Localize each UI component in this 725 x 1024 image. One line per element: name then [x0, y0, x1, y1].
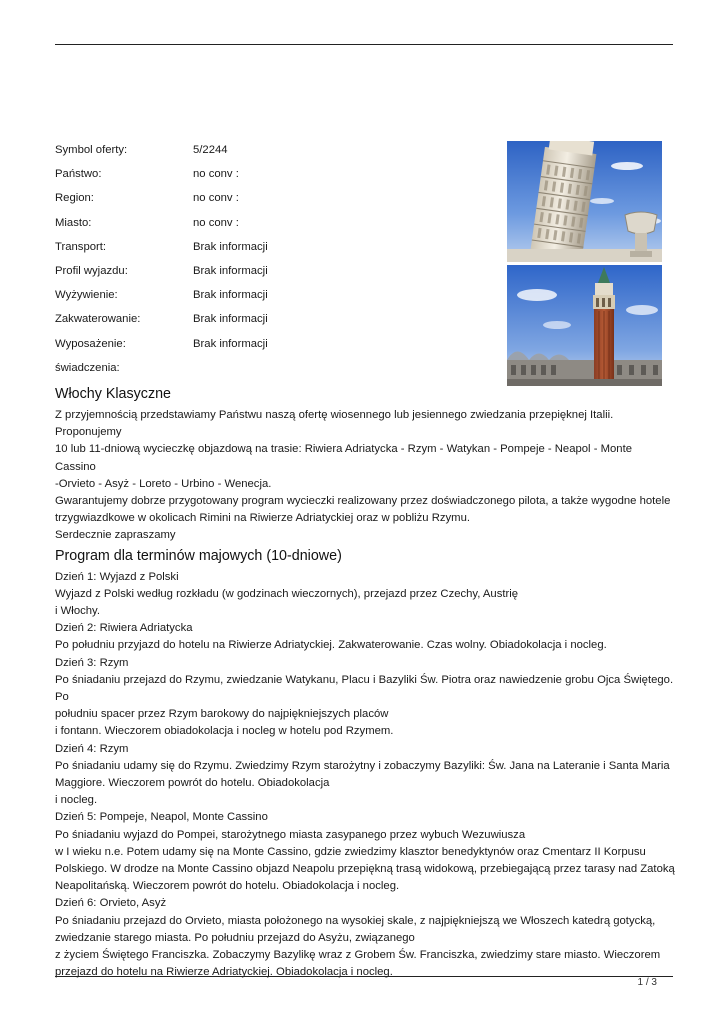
offer-row	[55, 235, 495, 259]
offer-info-table	[55, 138, 495, 380]
offer-value: Brak informacji	[193, 313, 268, 326]
intro-paragraph: Gwarantujemy dobrze przygotowany program wycieczki realizowany przez doświadczonego pilota, a także wygodne hotele trzygwiazdkowe w okolicach Rimini na Riwierze Adriatyckiej oraz w pobliżu Rzymu.	[55, 495, 671, 525]
offer-row	[55, 259, 495, 283]
photo-leaning-tower-pisa	[507, 141, 662, 262]
day-heading: Dzień 4: Rzym	[55, 742, 129, 755]
offer-value: Brak informacji	[193, 337, 268, 350]
intro-paragraph: Z przyjemnością przedstawiamy Państwu naszą ofertę wiosennego lub jesiennego zwiedzania przepięknej Italii. Proponujemy 10 lub 11-dniową wycieczkę objazdową na trasie: Riwiera Adriatycka - Rzym - Watykan - Pompeje - Neapol - Monte Cassino -Orvieto - Asyż - Loreto - Urbino - Wenecja.	[55, 409, 633, 490]
day-heading: Dzień 1: Wyjazd z Polski	[55, 570, 179, 583]
offer-label: Transport:	[55, 240, 107, 253]
offer-label: Państwo:	[55, 168, 102, 181]
day-description: Po śniadaniu udamy się do Rzymu. Zwiedzimy Rzym starożytny i zobaczymy Bazyliki: Św. Jana na Lateranie i Santa Maria Maggiore. Wieczorem powrót do hotelu. Obiadokolacja i nocleg.	[55, 759, 670, 807]
offer-value: 5/2244	[193, 144, 228, 156]
offer-value: no conv :	[193, 168, 239, 181]
offer-row	[55, 283, 495, 307]
offer-label: Wyposażenie:	[55, 337, 126, 350]
offer-row	[55, 211, 495, 235]
offer-row	[55, 307, 495, 331]
offer-row	[55, 332, 495, 356]
program-title: Program dla terminów majowych (10-dniowe)	[55, 547, 342, 564]
offer-value: no conv :	[193, 216, 239, 229]
offer-description	[55, 383, 675, 982]
day-description: Po śniadaniu przejazd do Rzymu, zwiedzanie Watykanu, Placu i Bazyliki Św. Piotra oraz nawiedzenie grobu Ojca Świętego. Po południu spacer przez Rzym barokowy do najpiękniejszych placów i fontann. Wieczorem obiadokolacja i nocleg w hotelu pod Rzymem.	[55, 673, 674, 738]
day-description: Po południu przyjazd do hotelu na Riwierze Adriatyckiej. Zakwaterowanie. Czas wolny. Obiadokolacja i nocleg.	[55, 639, 607, 652]
offer-label: Miasto:	[55, 216, 92, 229]
day-description: Wyjazd z Polski według rozkładu (w godzinach wieczornych), przejazd przez Czechy, Austrię i Włochy.	[55, 587, 519, 618]
intro-paragraph: Serdecznie zapraszamy	[55, 529, 176, 542]
offer-row	[55, 356, 495, 380]
offer-row	[55, 162, 495, 186]
offer-label: Region:	[55, 192, 94, 205]
header-rule	[55, 44, 673, 45]
day-heading: Dzień 3: Rzym	[55, 656, 129, 669]
footer-rule	[55, 976, 673, 977]
offer-label: Zakwaterowanie:	[55, 313, 141, 326]
offer-value: Brak informacji	[193, 240, 268, 253]
day-description: Po śniadaniu przejazd do Orvieto, miasta położonego na wysokiej skale, z najpiękniejszą we Włoszech katedrą gotycką, zwiedzanie starego miasta. Po południu przejazd do Asyżu, związanego z życiem Świętego Franciszka. Zobaczymy Bazylikę wraz z Grobem Św. Franciszka, zwiedzimy stare miasto. Wieczorem przejazd do hotelu na Riwierze Adriatyckiej. Obiadokolacja i nocleg.	[55, 914, 661, 979]
offer-label: świadczenia:	[55, 361, 120, 374]
offer-title: Włochy Klasyczne	[55, 386, 172, 402]
offer-row	[55, 186, 495, 210]
offer-value: no conv :	[193, 192, 239, 205]
offer-value: Brak informacji	[193, 264, 268, 277]
offer-row	[55, 138, 495, 162]
photo-venice-campanile	[507, 265, 662, 386]
offer-label: Wyżywienie:	[55, 289, 118, 302]
offer-value: Brak informacji	[193, 289, 268, 302]
day-heading: Dzień 2: Riwiera Adriatycka	[55, 622, 193, 635]
offer-label: Profil wyjazdu:	[55, 264, 128, 277]
offer-label: Symbol oferty:	[55, 144, 128, 156]
day-description: Po śniadaniu wyjazd do Pompei, starożytnego miasta zasypanego przez wybuch Wezuwiusza w I wieku n.e. Potem udamy się na Monte Cassino, gdzie zwiedzimy klasztor benedyktynów oraz Cmentarz II Korpusu Polskiego. W drodze na Monte Cassino objazd Neapolu przepiękną trasą widokową, przebiegającą przez tarasy nad Zatoką Neapolitańską. Wieczorem powrót do hotelu. Obiadokolacja i nocleg.	[55, 828, 675, 893]
page-number: 1 / 3	[637, 977, 657, 988]
day-heading: Dzień 6: Orvieto, Asyż	[55, 897, 167, 910]
day-heading: Dzień 5: Pompeje, Neapol, Monte Cassino	[55, 811, 268, 824]
